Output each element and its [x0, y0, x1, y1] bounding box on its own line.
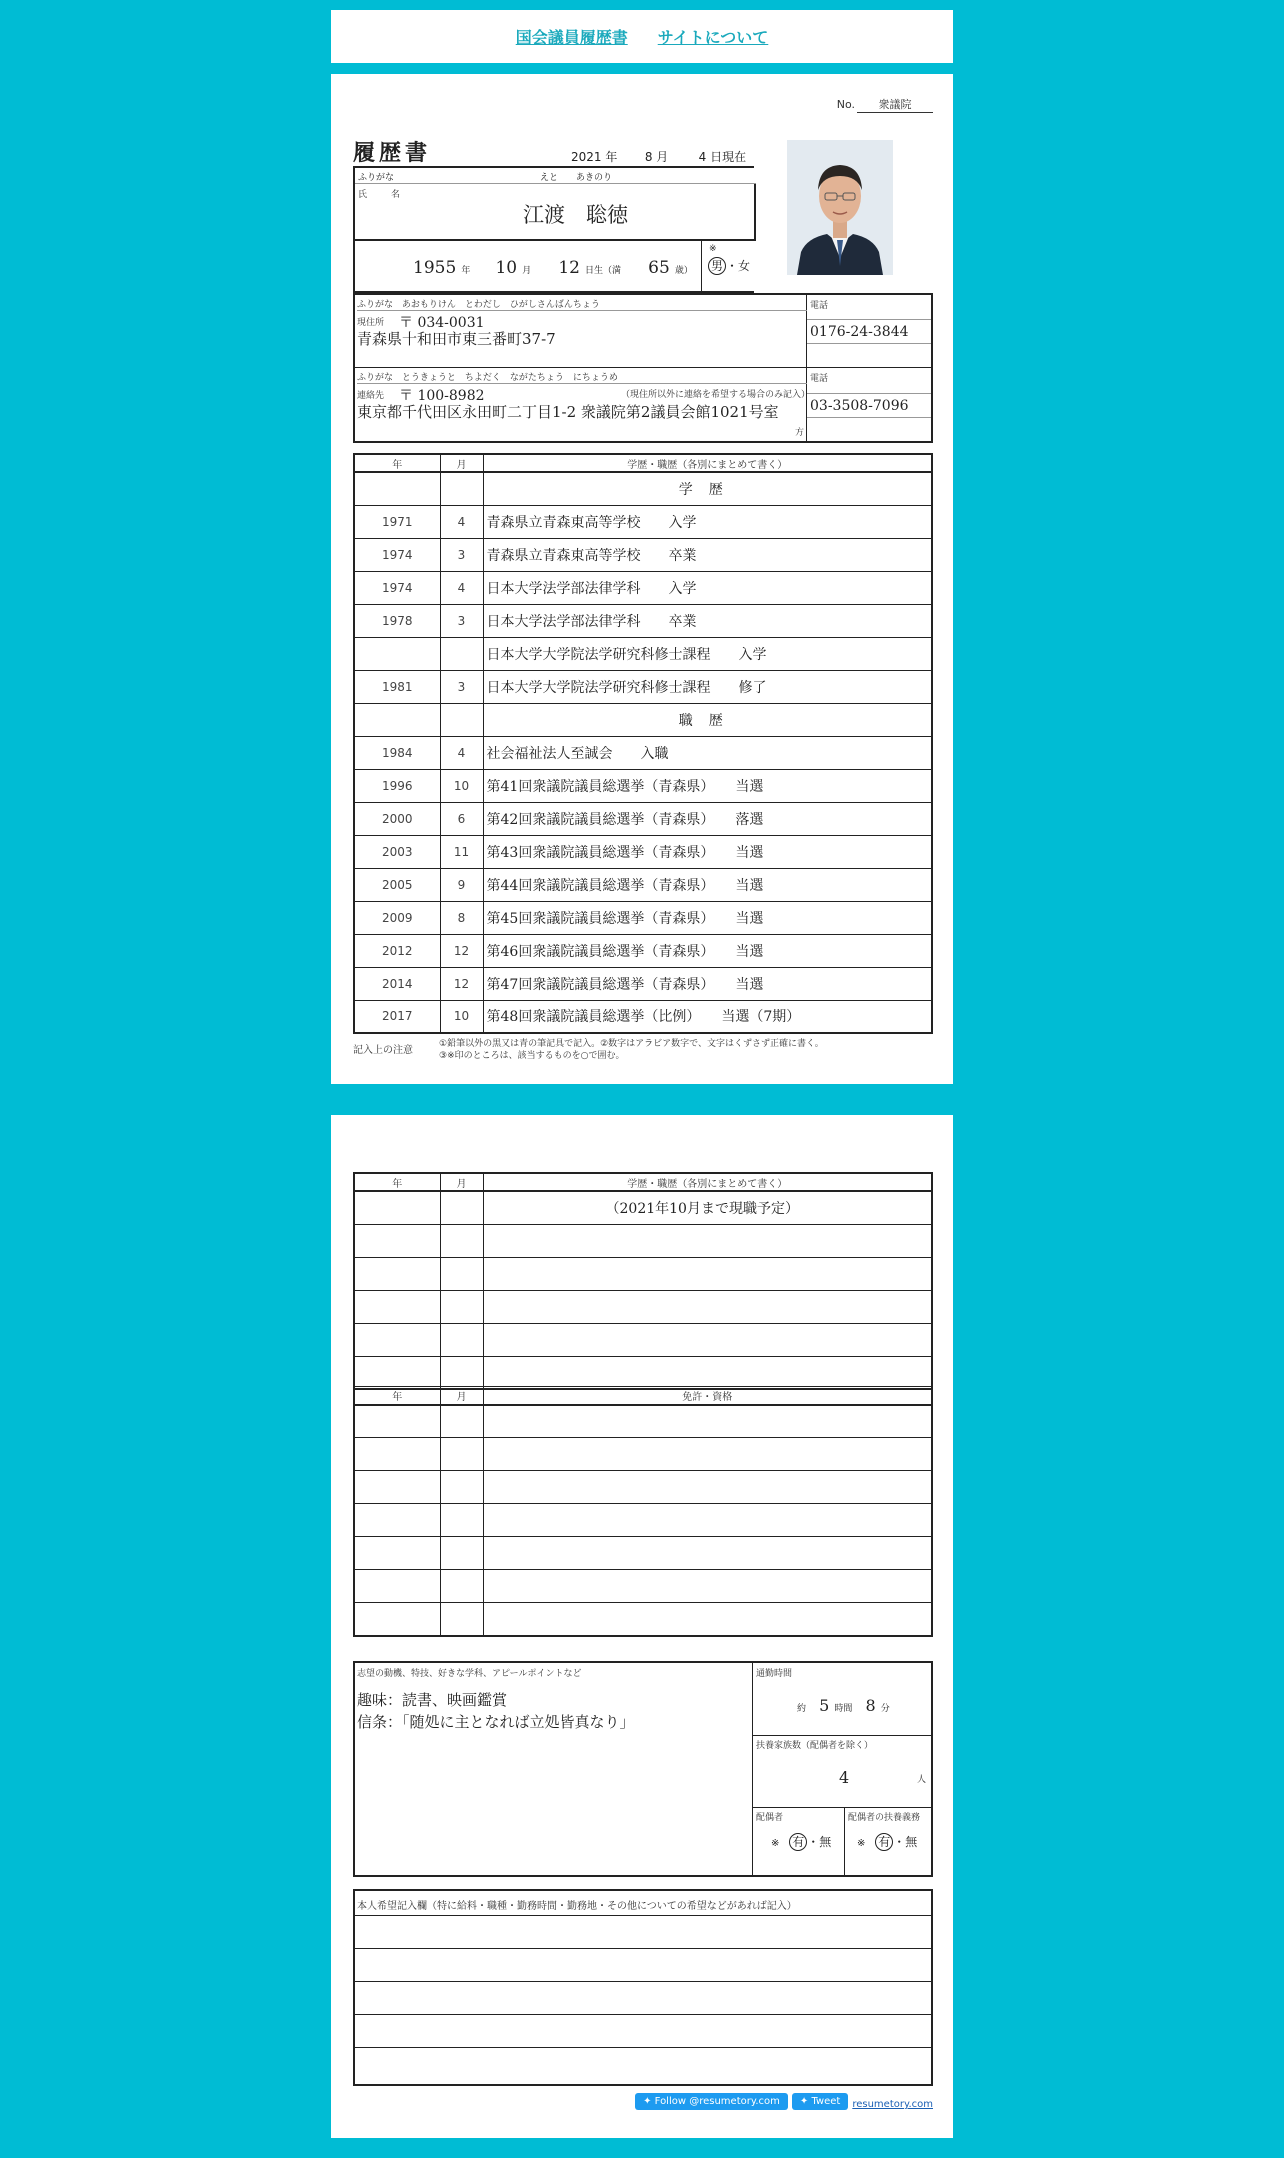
history-row: [354, 835, 932, 868]
license-row: [354, 1504, 932, 1537]
row-month: [440, 472, 483, 505]
row-description: [483, 1290, 932, 1323]
follow-button[interactable]: [635, 2093, 788, 2110]
row-month: [440, 1438, 483, 1471]
row-year: 2012: [354, 934, 440, 967]
row-description: 第48回衆議院議員総選挙（比例） 当選（7期）: [483, 1000, 932, 1033]
row-month: [440, 1191, 483, 1224]
nav-link-resume[interactable]: 国会議員履歴書: [515, 28, 628, 47]
address-section: [353, 293, 933, 443]
commute-hours-unit: 時間: [834, 1704, 853, 1714]
row-month: [440, 1537, 483, 1570]
birth-year: 1955: [413, 258, 457, 278]
history-row: [354, 1191, 932, 1224]
row-description: [483, 1438, 932, 1471]
row-description: [483, 1356, 932, 1389]
appeal-line-2: 信条：「随処に主となれば立処皆真なり」: [357, 1713, 635, 1731]
birth-day: 12: [558, 258, 580, 278]
phone-line-2: [807, 343, 931, 344]
portrait-photo: [787, 140, 893, 275]
row-month: [440, 1570, 483, 1603]
license-row: [354, 1438, 932, 1471]
row-month: 11: [440, 835, 483, 868]
row-description: [483, 1603, 932, 1636]
row-description: [483, 1537, 932, 1570]
commute-minutes: 8: [865, 1696, 876, 1715]
contact-phone: 03-3508-7096: [810, 398, 909, 414]
wish-line: [355, 1948, 931, 1949]
contact-furigana: とうきょうと ちよだく ながたちょう にちょうめ: [401, 373, 618, 383]
license-month-header: 月: [440, 1387, 483, 1405]
row-description: [483, 1323, 932, 1356]
row-description: [483, 1504, 932, 1537]
date-year: 2021 年: [571, 150, 618, 164]
full-name: 江渡 聡徳: [523, 203, 628, 227]
date-line: [571, 148, 746, 165]
social-footer: [635, 2093, 933, 2110]
dependents-label: 扶養家族数（配偶者を除く）: [756, 1741, 874, 1751]
license-row: [354, 1405, 932, 1438]
spouse-yes-circled: 有: [789, 1833, 807, 1851]
license-row: [354, 1537, 932, 1570]
phone-line-4: [807, 417, 931, 418]
row-year: [354, 703, 440, 736]
appeal-line-1: 趣味：読書、映画鑑賞: [357, 1691, 508, 1709]
history-row: [354, 1224, 932, 1257]
row-month: 3: [440, 604, 483, 637]
twitter-bird-icon: ✦: [799, 2096, 809, 2107]
row-month: [440, 1257, 483, 1290]
wish-line: [355, 1981, 931, 1982]
dependents-count: 4: [839, 1768, 850, 1787]
name-label: 氏 名: [358, 190, 403, 200]
resume-page-2: [331, 1115, 953, 2138]
name-furigana-row: [355, 168, 756, 184]
document-number: [837, 96, 933, 113]
birth-day-unit: 日生（満: [585, 266, 622, 276]
history-row: [354, 1257, 932, 1290]
wish-line: [355, 2014, 931, 2015]
birth-month: 10: [495, 258, 518, 278]
phone-divider: [807, 367, 931, 368]
furigana-label: ふりがな: [358, 173, 395, 183]
address-label: 現住所: [357, 318, 385, 328]
contact-furigana-label: ふりがな: [357, 373, 394, 383]
history-row: [354, 1356, 932, 1389]
section-heading: 職歴: [483, 703, 932, 736]
row-month: [440, 1356, 483, 1389]
row-month: [440, 1405, 483, 1438]
row-description: 第43回衆議院議員総選挙（青森県） 当選: [483, 835, 932, 868]
spouse-support-no: 無: [905, 1835, 918, 1849]
row-year: 1978: [354, 604, 440, 637]
row-year: 1981: [354, 670, 440, 703]
row-year: 1984: [354, 736, 440, 769]
section-heading: 学歴: [483, 472, 932, 505]
desc-header: 学歴・職歴（各別にまとめて書く）: [483, 454, 932, 472]
row-description: [483, 1224, 932, 1257]
row-month: 3: [440, 538, 483, 571]
row-description: 社会福祉法人至誠会 入職: [483, 736, 932, 769]
history-table: [353, 453, 933, 1034]
address-divider: [355, 367, 806, 368]
row-year: 2000: [354, 802, 440, 835]
no-label: No.: [836, 98, 855, 111]
row-description: 青森県立青森東高等学校 入学: [483, 505, 932, 538]
row-month: [440, 1504, 483, 1537]
row-year: 2017: [354, 1000, 440, 1033]
history-row: [354, 505, 932, 538]
license-row: [354, 1603, 932, 1636]
address-furigana-row: [357, 297, 807, 311]
month-header: 月: [440, 1173, 483, 1191]
contact-zip: 〒 100-8982: [399, 388, 485, 404]
row-year: 1996: [354, 769, 440, 802]
history2-header-row: [354, 1173, 932, 1191]
row-year: [354, 1603, 440, 1636]
appeal-left: [355, 1663, 753, 1875]
row-month: 4: [440, 505, 483, 538]
commute-prefix: 約: [797, 1704, 807, 1714]
commute-time: [797, 1696, 890, 1715]
spouse-support-note-mark: ※: [857, 1838, 866, 1849]
spouse-support-separator: ・: [893, 1835, 906, 1849]
row-year: [354, 637, 440, 670]
history-row: [354, 571, 932, 604]
wish-line: [355, 1915, 931, 1916]
commute-divider: [753, 1735, 931, 1736]
license-desc-header: 免許・資格: [483, 1387, 932, 1405]
address-zip: 〒 034-0031: [399, 315, 485, 331]
row-year: [354, 1471, 440, 1504]
row-month: 4: [440, 571, 483, 604]
gender-separator: ・: [726, 259, 739, 273]
row-description: [483, 1570, 932, 1603]
row-year: [354, 1537, 440, 1570]
row-month: 10: [440, 1000, 483, 1033]
gender-male-circled: 男: [708, 257, 726, 275]
history-row: [354, 901, 932, 934]
contact-text: 東京都千代田区永田町二丁目1-2 衆議院第2議員会館1021号室: [357, 403, 779, 421]
wish-label: 本人希望記入欄（特に給料・職種・勤務時間・勤務地・その他についての希望などがあれば記入）: [357, 1901, 797, 1912]
commute-minutes-unit: 分: [880, 1704, 890, 1714]
row-year: 1971: [354, 505, 440, 538]
contact-kata: 方: [795, 428, 805, 438]
nav-link-about[interactable]: サイトについて: [657, 28, 769, 47]
twitter-bird-icon: ✦: [643, 2096, 652, 2107]
history-row: [354, 934, 932, 967]
row-description: 第42回衆議院議員総選挙（青森県） 落選: [483, 802, 932, 835]
history-row: [354, 967, 932, 1000]
license-row: [354, 1570, 932, 1603]
spouse-separator: ・: [807, 1835, 820, 1849]
row-description: 第41回衆議院議員総選挙（青森県） 当選: [483, 769, 932, 802]
row-year: [354, 1438, 440, 1471]
contact-label: 連絡先: [357, 391, 385, 401]
row-month: [440, 1323, 483, 1356]
contact-note: （現住所以外に連絡を希望する場合のみ記入）: [621, 390, 811, 400]
tweet-button[interactable]: [792, 2093, 848, 2110]
row-year: 2005: [354, 868, 440, 901]
year-header: 年: [354, 1173, 440, 1191]
phone-line-3: [807, 393, 931, 394]
appeal-label: 志望の動機、特技、好きな学科、アピールポイントなど: [357, 1669, 582, 1679]
row-year: 2003: [354, 835, 440, 868]
gender-female: 女: [738, 259, 751, 273]
spouse-support-cell: [845, 1807, 931, 1875]
gender-note-mark: ※: [709, 244, 717, 254]
row-year: [354, 1224, 440, 1257]
tweet-label: Tweet: [811, 2096, 841, 2107]
row-year: 2009: [354, 901, 440, 934]
address-phone-label: 電話: [810, 301, 829, 311]
history-row: [354, 472, 932, 505]
notes-line-2: ③※印のところは、該当するものを○で囲む。: [439, 1051, 625, 1061]
row-description: [483, 1257, 932, 1290]
top-nav: [331, 10, 953, 63]
row-month: [440, 637, 483, 670]
history-row: [354, 637, 932, 670]
row-description: 日本大学法学部法律学科 卒業: [483, 604, 932, 637]
history-row: [354, 670, 932, 703]
spouse-note-mark: ※: [771, 1838, 780, 1849]
spouse-support-label: 配偶者の扶養義務: [848, 1813, 921, 1823]
address-left: [355, 295, 811, 441]
phone-column: [807, 295, 931, 441]
row-year: [354, 1257, 440, 1290]
row-month: 8: [440, 901, 483, 934]
row-description: （2021年10月まで現職予定）: [483, 1191, 932, 1224]
history-header-row: [354, 454, 932, 472]
age: 65: [648, 258, 670, 278]
wish-line: [355, 2047, 931, 2048]
license-table: [353, 1386, 933, 1637]
commute-hours: 5: [819, 1696, 830, 1715]
address-text: 青森県十和田市東三番町37-7: [357, 330, 556, 348]
date-day: 4 日現在: [698, 150, 747, 164]
row-month: 10: [440, 769, 483, 802]
spouse-support-yes-circled: 有: [875, 1833, 893, 1851]
wish-section: [353, 1889, 933, 2086]
license-year-header: 年: [354, 1387, 440, 1405]
row-description: 日本大学大学院法学研究科修士課程 修了: [483, 670, 932, 703]
row-description: 第45回衆議院議員総選挙（青森県） 当選: [483, 901, 932, 934]
address-phone: 0176-24-3844: [810, 324, 909, 340]
age-unit: 歳）: [674, 266, 693, 276]
history-row: [354, 703, 932, 736]
history-row: [354, 1323, 932, 1356]
birth-month-unit: 月: [522, 266, 532, 276]
row-year: [354, 1504, 440, 1537]
license-row: [354, 1471, 932, 1504]
phone-line-1: [807, 319, 931, 320]
row-month: [440, 703, 483, 736]
gender-options: [708, 257, 750, 275]
spouse-no: 無: [819, 1835, 832, 1849]
gender-cell: [701, 241, 756, 295]
row-month: 4: [440, 736, 483, 769]
year-header: 年: [354, 454, 440, 472]
appeal-right: [753, 1663, 931, 1875]
row-description: 第44回衆議院議員総選挙（青森県） 当選: [483, 868, 932, 901]
dependents-unit: 人: [917, 1775, 927, 1785]
row-year: 1974: [354, 571, 440, 604]
birth-row: [355, 241, 756, 295]
row-month: 12: [440, 934, 483, 967]
address-furigana-label: ふりがな: [357, 300, 394, 310]
row-description: 青森県立青森東高等学校 卒業: [483, 538, 932, 571]
notes-line-1: ①鉛筆以外の黒又は青の筆記具で記入。②数字はアラビア数字で、文字はくずさず正確に書く。: [439, 1039, 824, 1049]
row-description: 日本大学法学部法律学科 入学: [483, 571, 932, 604]
spouse-label: 配偶者: [756, 1813, 784, 1823]
history-table-continued: [353, 1172, 933, 1390]
notes-label: 記入上の注意: [353, 1045, 413, 1056]
row-year: [354, 1323, 440, 1356]
address-furigana: あおもりけん とわだし ひがしさんばんちょう: [401, 300, 600, 310]
resume-page-1: [331, 74, 953, 1084]
row-month: 12: [440, 967, 483, 1000]
row-description: [483, 1471, 932, 1504]
row-month: [440, 1471, 483, 1504]
history-row: [354, 1000, 932, 1033]
row-year: 1974: [354, 538, 440, 571]
row-year: [354, 472, 440, 505]
row-description: [483, 1405, 932, 1438]
site-link[interactable]: resumetory.com: [852, 2099, 933, 2110]
row-month: 9: [440, 868, 483, 901]
commute-label: 通勤時間: [756, 1669, 793, 1679]
appeal-section: [353, 1661, 933, 1877]
desc-header: 学歴・職歴（各別にまとめて書く）: [483, 1173, 932, 1191]
row-year: [354, 1290, 440, 1323]
history-row: [354, 604, 932, 637]
history-row: [354, 868, 932, 901]
page-title: 履歴書: [353, 141, 432, 166]
row-year: [354, 1191, 440, 1224]
row-description: 第46回衆議院議員総選挙（青森県） 当選: [483, 934, 932, 967]
row-description: 第47回衆議院議員総選挙（青森県） 当選: [483, 967, 932, 1000]
history-row: [354, 736, 932, 769]
history-row: [354, 769, 932, 802]
contact-furigana-row: [357, 370, 807, 384]
month-header: 月: [440, 454, 483, 472]
history-row: [354, 538, 932, 571]
row-year: [354, 1356, 440, 1389]
name-row: [355, 184, 756, 241]
spouse-options: [771, 1833, 831, 1851]
row-month: [440, 1224, 483, 1257]
row-month: [440, 1603, 483, 1636]
history-row: [354, 1290, 932, 1323]
row-year: [354, 1405, 440, 1438]
row-month: 6: [440, 802, 483, 835]
name-section: [353, 166, 754, 293]
row-year: [354, 1570, 440, 1603]
birth-year-unit: 年: [461, 266, 471, 276]
license-header-row: [354, 1387, 932, 1405]
no-value: 衆議院: [857, 96, 933, 113]
row-month: 3: [440, 670, 483, 703]
row-description: 日本大学大学院法学研究科修士課程 入学: [483, 637, 932, 670]
history-row: [354, 802, 932, 835]
birthdate: [413, 258, 693, 278]
spouse-support-options: [857, 1833, 917, 1851]
row-month: [440, 1290, 483, 1323]
name-furigana: えと あきのり: [540, 173, 613, 183]
follow-label: Follow @resumetory.com: [654, 2096, 780, 2107]
contact-phone-label: 電話: [810, 374, 829, 384]
row-year: 2014: [354, 967, 440, 1000]
spouse-cell: [753, 1807, 845, 1875]
date-month: 8 月: [644, 150, 669, 164]
